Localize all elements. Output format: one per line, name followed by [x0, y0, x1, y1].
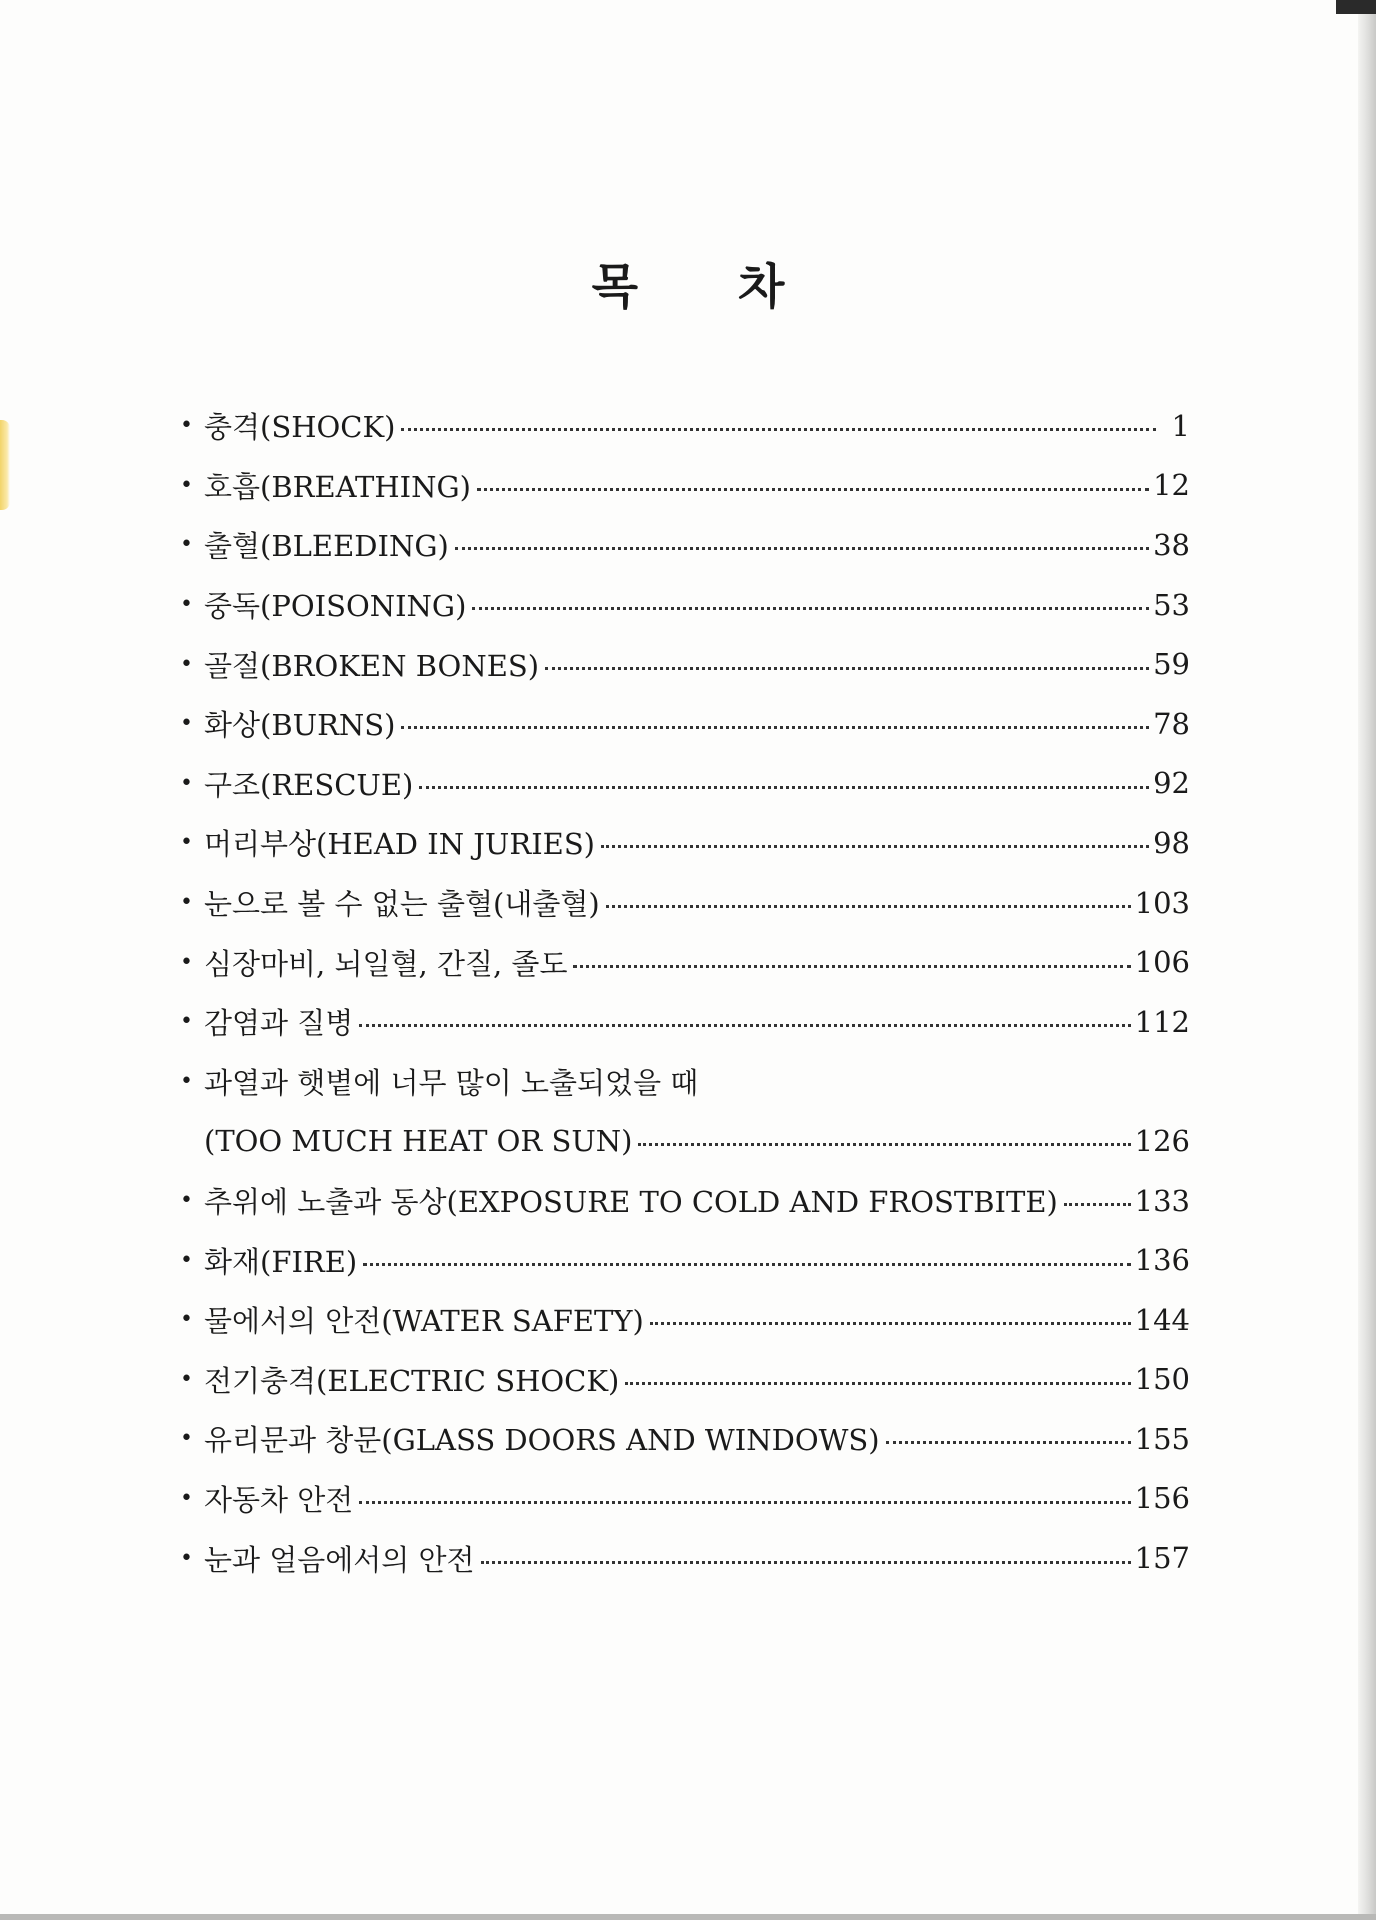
toc-entry-label: 전기충격(ELECTRIC SHOCK): [204, 1363, 620, 1398]
toc-entry[interactable]: [180, 456, 1190, 516]
toc-entry-label: 골절(BROKEN BONES): [204, 648, 540, 683]
dot-leader: [477, 486, 1149, 491]
toc-entry-page: 92: [1153, 766, 1190, 801]
toc-entry-page: 150: [1134, 1362, 1190, 1397]
toc-entry-page: 155: [1134, 1421, 1190, 1456]
toc-entry-heading[interactable]: [180, 1052, 1190, 1112]
toc-entry-page: 144: [1134, 1302, 1190, 1337]
toc-entry[interactable]: [180, 873, 1190, 933]
page-edge-highlight: [0, 420, 10, 510]
toc-entry[interactable]: [180, 932, 1190, 992]
bullet-icon: •: [180, 1426, 193, 1452]
toc-entry-page: 103: [1134, 885, 1190, 920]
toc-entry[interactable]: [180, 396, 1190, 456]
toc-entry-label: 감염과 질병: [204, 1006, 354, 1041]
toc-entry[interactable]: [180, 992, 1190, 1052]
bullet-icon: •: [180, 949, 193, 975]
page-corner-shadow: [1336, 0, 1376, 14]
toc-entry[interactable]: [180, 1230, 1190, 1290]
dot-leader: [1064, 1201, 1131, 1206]
toc-entry[interactable]: [180, 1171, 1190, 1231]
toc-entry-label: 충격(SHOCK): [204, 410, 396, 445]
toc-entry[interactable]: [180, 694, 1190, 754]
page-title: [0, 248, 1376, 317]
dot-leader: [886, 1439, 1131, 1444]
toc-entry[interactable]: [180, 754, 1190, 814]
toc-entry-label: 중독(POISONING): [204, 589, 467, 624]
toc-entry-page: 136: [1134, 1243, 1190, 1278]
bullet-icon: •: [180, 1009, 193, 1035]
bullet-icon: •: [180, 770, 193, 796]
toc-entry-page: 112: [1134, 1004, 1190, 1039]
bullet-icon: •: [180, 532, 193, 558]
title-char-2: 차: [738, 259, 785, 315]
bullet-icon: •: [180, 1307, 193, 1333]
bullet-icon: •: [180, 472, 193, 498]
toc-entry-label: 화상(BURNS): [204, 708, 396, 743]
toc-entry-page: 157: [1134, 1541, 1190, 1576]
toc-entry-label: 자동차 안전: [204, 1482, 354, 1517]
bullet-icon: •: [180, 1068, 193, 1094]
dot-leader: [545, 665, 1149, 670]
toc-entry-label: 과열과 햇볕에 너무 많이 노출되었을 때: [204, 1065, 699, 1100]
bullet-icon: •: [180, 1485, 193, 1511]
bullet-icon: •: [180, 592, 193, 618]
title-char-1: 목: [591, 259, 638, 315]
toc-entry-label: 유리문과 창문(GLASS DOORS AND WINDOWS): [204, 1423, 880, 1458]
dot-leader: [363, 1261, 1130, 1266]
bullet-icon: •: [180, 1545, 193, 1571]
toc-entry-label: 화재(FIRE): [204, 1244, 358, 1279]
toc-entry-page: 98: [1153, 825, 1190, 860]
toc-entry-page: 59: [1153, 647, 1190, 682]
toc-entry[interactable]: [180, 1409, 1190, 1469]
toc-entry[interactable]: [180, 575, 1190, 635]
dot-leader: [419, 784, 1149, 789]
dot-leader: [573, 963, 1130, 968]
toc-entry-page: 38: [1153, 527, 1190, 562]
toc-entry-label: 추위에 노출과 동상(EXPOSURE TO COLD AND FROSTBITE): [204, 1185, 1058, 1220]
toc-entry[interactable]: [180, 1290, 1190, 1350]
table-of-contents: [180, 396, 1190, 1588]
dot-leader: [455, 545, 1149, 550]
toc-entry-label: 눈으로 볼 수 없는 출혈(내출혈): [204, 887, 600, 922]
toc-entry[interactable]: [180, 813, 1190, 873]
dot-leader: [625, 1380, 1130, 1385]
toc-entry[interactable]: [180, 1528, 1190, 1588]
toc-entry[interactable]: [180, 1350, 1190, 1410]
bullet-icon: •: [180, 1366, 193, 1392]
toc-entry-label: 물에서의 안전(WATER SAFETY): [204, 1304, 644, 1339]
toc-entry-page: 78: [1153, 706, 1190, 741]
dot-leader: [359, 1499, 1130, 1504]
dot-leader: [601, 843, 1149, 848]
toc-entry-label: (TOO MUCH HEAT OR SUN): [204, 1123, 633, 1158]
toc-entry-page: 156: [1134, 1481, 1190, 1516]
toc-entry-page: 1: [1171, 408, 1190, 443]
toc-entry[interactable]: [180, 515, 1190, 575]
dot-leader: [638, 1141, 1130, 1146]
bullet-icon: •: [180, 1188, 193, 1214]
toc-entry[interactable]: [180, 634, 1190, 694]
bullet-icon: •: [180, 651, 193, 677]
dot-leader: [401, 426, 1156, 431]
bullet-icon: •: [180, 830, 193, 856]
toc-entry-continuation[interactable]: [180, 1111, 1190, 1171]
toc-entry-page: 53: [1153, 587, 1190, 622]
dot-leader: [650, 1320, 1131, 1325]
dot-leader: [401, 724, 1149, 729]
dot-leader: [606, 903, 1131, 908]
page-bottom-edge: [0, 1914, 1376, 1920]
toc-entry-label: 출혈(BLEEDING): [204, 529, 449, 564]
bullet-icon: •: [180, 711, 193, 737]
toc-entry-label: 호흡(BREATHING): [204, 469, 471, 504]
bullet-icon: •: [180, 413, 193, 439]
toc-entry-page: 126: [1134, 1123, 1190, 1158]
dot-leader: [481, 1559, 1131, 1564]
toc-entry-label: 머리부상(HEAD IN JURIES): [204, 827, 595, 862]
toc-entry-label: 구조(RESCUE): [204, 767, 414, 802]
toc-entry-page: 12: [1153, 468, 1190, 503]
bullet-icon: •: [180, 1247, 193, 1273]
toc-entry-page: 133: [1134, 1183, 1190, 1218]
toc-entry-label: 눈과 얼음에서의 안전: [204, 1542, 475, 1577]
dot-leader: [359, 1022, 1130, 1027]
toc-entry[interactable]: [180, 1469, 1190, 1529]
bullet-icon: •: [180, 890, 193, 916]
toc-entry-label: 심장마비, 뇌일혈, 간질, 졸도: [204, 946, 568, 981]
dot-leader: [472, 605, 1149, 610]
toc-entry-page: 106: [1134, 945, 1190, 980]
